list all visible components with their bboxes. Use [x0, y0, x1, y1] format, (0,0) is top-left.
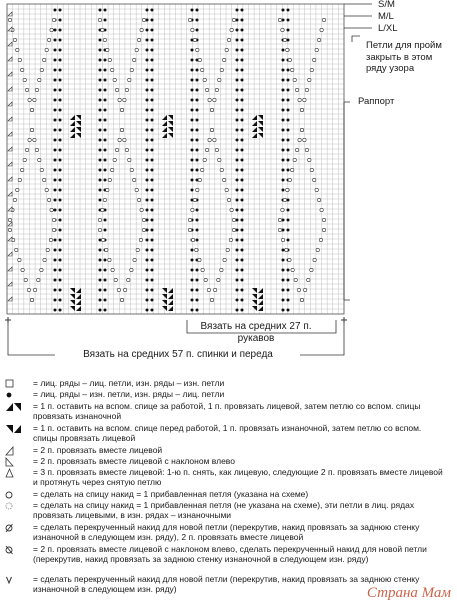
rapport-label: Раппорт	[358, 96, 395, 107]
legend-text: = 2 п. провязать вместе лицевой с наклоном влево	[33, 456, 235, 466]
legend-text: = лиц. ряды – лиц. петли, изн. ряды – изн. петли	[33, 378, 225, 388]
legend-text: = сделать на спицу накид = 1 прибавленная петля (указана на схеме)	[33, 489, 309, 499]
size-label-l-xl: L/XL	[378, 23, 398, 34]
watermark: Страна Мам	[366, 585, 451, 601]
body-caption: Вязать на средних 57 п. спинки и переда	[83, 349, 273, 360]
legend-text: = сделать на спицу накид = 1 прибавленная петля (не указана на схеме), эти петли в лиц. рядах провязать лицевыми, в изн. рядах – изнаночными	[33, 500, 415, 520]
sleeve-caption: Вязать на средних 27 п. рукавов	[200, 321, 312, 344]
legend-text: = сделать перекрученный накид для новой петли (перекрутив, накид провязать за заднюю стенку изнаночной в следующем изн. ряду)	[33, 574, 420, 594]
legend-text: = 1 п. оставить на вспом. спице за работой, 1 п. провязать лицевой, затем петлю со вспом. спицы провязать изнаночной	[33, 401, 421, 421]
legend-text: = 1 п. оставить на вспом. спице перед работой, 1 п. провязать изнаночной, затем петлю со вспом. спицы провязать лицевой	[33, 423, 422, 443]
size-label-m-l: M/L	[378, 11, 394, 22]
legend-text: = 3 п. провязать вместе лицевой: 1-ю п. снять, как лицевую, следующие 2 п. провязать вместе лицевой и протянуть через снятую петлю	[33, 467, 443, 487]
size-label-s-m: S/M	[378, 0, 395, 10]
armhole-note: Петли для пройм закрыть в этом ряду узора	[366, 40, 442, 74]
legend-text: = 2 п. провязать вместе лицевой с наклоном влево, сделать перекрученный накид для новой петли (перекрутив, накид провязать за заднюю стенку изнаночной в следующем изн. ряду)	[33, 544, 427, 564]
legend-text: = сделать перекрученный накид для новой петли (перекрутив, накид провязать за заднюю стенку изнаночной в следующем изн. ряду), 2 п. провязать вместе лицевой	[33, 522, 420, 542]
legend-text: = 2 п. провязать вместе лицевой	[33, 445, 163, 455]
legend-text: = лиц. ряды – изн. петли, изн. ряды – лиц. петли	[33, 389, 225, 399]
